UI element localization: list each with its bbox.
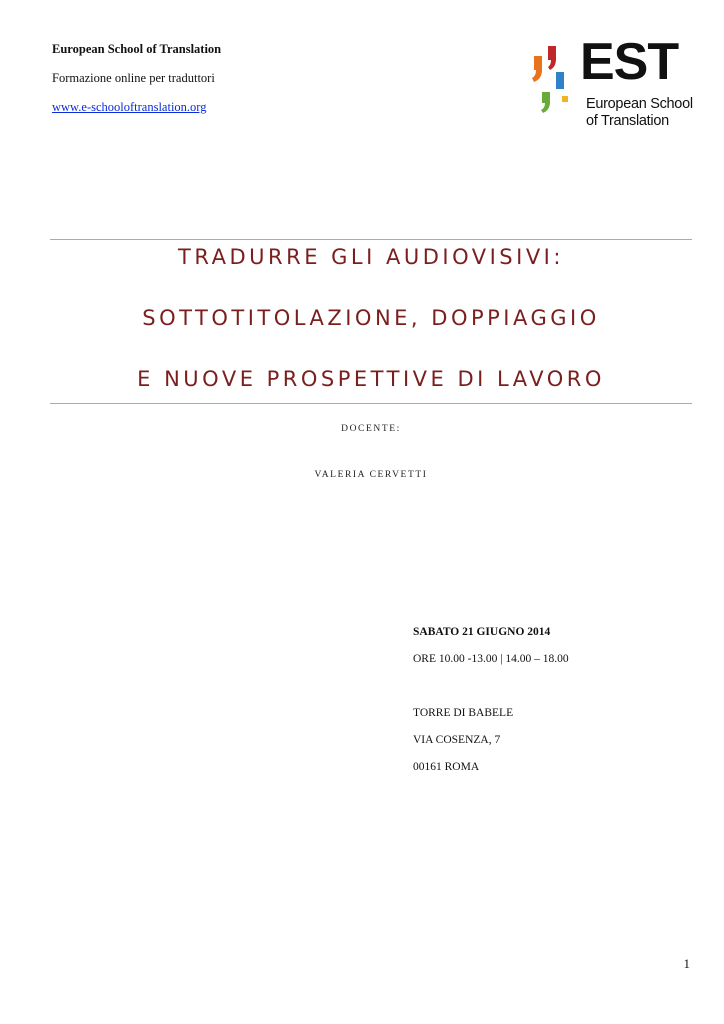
website-link[interactable]: www.e-schooloftranslation.org bbox=[52, 100, 207, 114]
venue-street: VIA COSENZA, 7 bbox=[413, 734, 501, 746]
organization-subtitle: Formazione online per traduttori bbox=[52, 71, 215, 85]
title-line-3: E NUOVE PROSPETTIVE DI LAVORO bbox=[137, 367, 605, 391]
logo-name-line2: of Translation bbox=[586, 113, 669, 129]
organization-name: European School of Translation bbox=[52, 42, 222, 56]
est-logo bbox=[528, 33, 698, 132]
title-rule-bottom bbox=[50, 403, 692, 404]
event-hours: ORE 10.00 -13.00 | 14.00 – 18.00 bbox=[413, 653, 569, 665]
title-line-1: TRADURRE GLI AUDIOVISIVI: bbox=[178, 245, 564, 269]
logo-acronym: EST bbox=[580, 33, 679, 91]
event-date: SABATO 21 GIUGNO 2014 bbox=[413, 626, 551, 638]
title-rule-top bbox=[50, 239, 692, 240]
venue-city: 00161 ROMA bbox=[413, 761, 480, 773]
logo-marks-icon bbox=[528, 42, 576, 116]
teacher-label: DOCENTE: bbox=[341, 424, 401, 434]
teacher-name: VALERIA CERVETTI bbox=[314, 470, 428, 480]
page-number: 1 bbox=[683, 956, 690, 971]
logo-name-line1: European School bbox=[586, 96, 693, 112]
venue-name: TORRE DI BABELE bbox=[413, 707, 514, 719]
title-line-2: SOTTOTITOLAZIONE, DOPPIAGGIO bbox=[142, 306, 600, 330]
